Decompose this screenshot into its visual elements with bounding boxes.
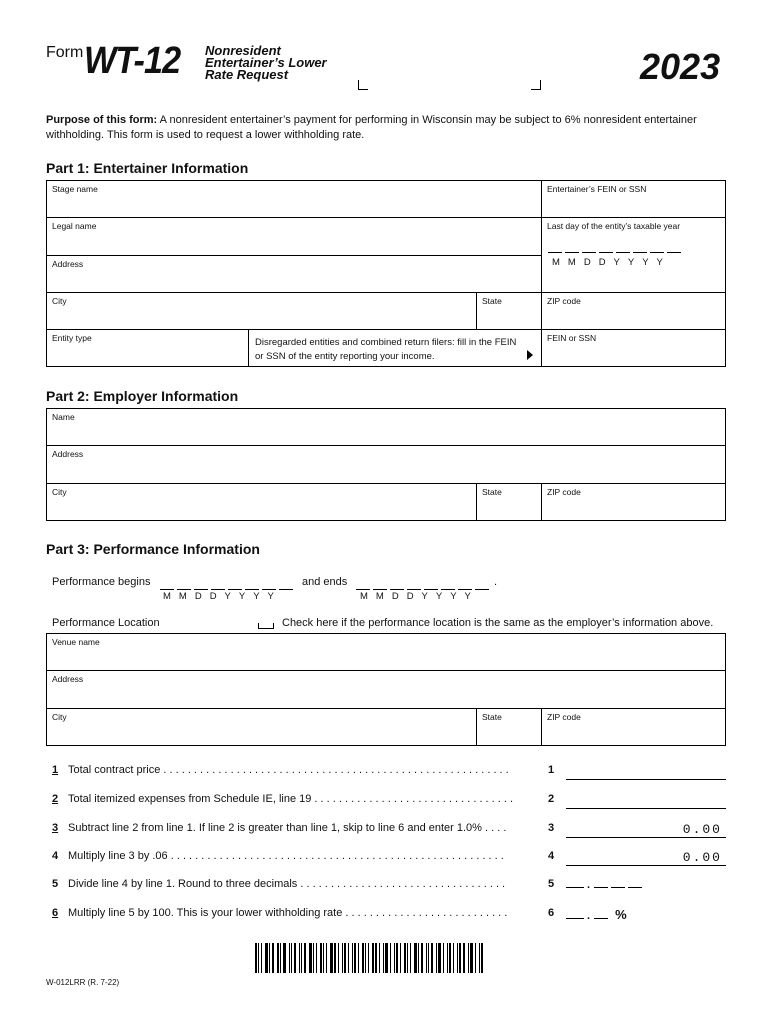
address-window-corner-right xyxy=(531,80,541,90)
state-field[interactable] xyxy=(477,293,542,330)
line-6-blanks[interactable] xyxy=(566,907,627,922)
barcode-bar xyxy=(258,943,259,973)
entertainer-fein-field[interactable] xyxy=(542,181,726,218)
barcode-bar xyxy=(481,943,483,973)
barcode-bar xyxy=(261,943,262,973)
barcode-bar xyxy=(280,943,281,973)
venue-state-field[interactable] xyxy=(477,709,542,746)
performance-ends-blanks[interactable] xyxy=(356,577,492,589)
purpose-text: A nonresident entertainer’s payment for performing in Wisconsin may be subject to 6% nonresident entertainer withholding. This form is used to request a lower withholding rate. xyxy=(46,114,697,141)
barcode-bar xyxy=(352,943,353,973)
disregarded-note-line1: Disregarded entities and combined return filers: fill in the FEIN xyxy=(255,337,517,348)
venue-city-field[interactable] xyxy=(47,709,477,746)
line-2-text: Total itemized expenses from Schedule IE, line 19 . . . . . . . . . . . . . . . . . . . . . . . . . . . . . . . . . xyxy=(68,793,514,805)
barcode-bar xyxy=(265,943,268,973)
barcode-bar xyxy=(368,943,369,973)
line-5-number: 5 xyxy=(52,878,59,890)
barcode-bar xyxy=(459,943,461,973)
line-3-row xyxy=(52,822,727,838)
barcode-bar xyxy=(283,943,286,973)
performance-ends-format: MMDDYYYY xyxy=(360,591,479,602)
barcode-bar xyxy=(309,943,312,973)
line-1-amount[interactable] xyxy=(566,764,726,780)
performance-ends-period: . xyxy=(494,576,498,588)
employer-zip-field[interactable] xyxy=(542,484,726,521)
barcode-bar xyxy=(375,943,377,973)
performance-location-label: Performance Location xyxy=(52,617,160,629)
taxable-year-end-label: Last day of the entity’s taxable year xyxy=(547,221,681,231)
venue-address-field[interactable] xyxy=(47,671,726,709)
form-title-line1: Nonresident xyxy=(205,43,281,58)
employer-city-label: City xyxy=(52,487,67,497)
barcode-bar xyxy=(468,943,469,973)
barcode-bar xyxy=(344,943,346,973)
line-1-right-number: 1 xyxy=(548,764,555,776)
barcode-bar xyxy=(379,943,380,973)
barcode-bar xyxy=(354,943,357,973)
barcode-bar xyxy=(272,943,274,973)
same-location-text: Check here if the performance location is the same as the employer’s information above. xyxy=(282,617,714,629)
form-word: Form xyxy=(46,44,84,61)
barcode-bar xyxy=(289,943,290,973)
zip-label: ZIP code xyxy=(547,296,581,306)
venue-name-label: Venue name xyxy=(52,637,100,647)
line-5-text: Divide line 4 by line 1. Round to three decimals . . . . . . . . . . . . . . . . . . . . . . . . . . . . . . . . . . xyxy=(68,878,506,890)
legal-name-field[interactable] xyxy=(47,218,542,256)
city-field[interactable] xyxy=(47,293,477,330)
reporting-fein-field[interactable] xyxy=(542,330,726,367)
employer-city-field[interactable] xyxy=(47,484,477,521)
line-6-row xyxy=(52,907,727,923)
part2-grid xyxy=(46,408,726,521)
disregarded-note xyxy=(249,330,542,367)
barcode-bar xyxy=(396,943,398,973)
form-title xyxy=(205,45,327,81)
form-title-line2: Entertainer’s Lower xyxy=(205,55,327,70)
barcode-bar xyxy=(326,943,327,973)
barcode-bar xyxy=(470,943,473,973)
barcode-bar xyxy=(385,943,388,973)
barcode-bar xyxy=(313,943,314,973)
line-5-right-number: 5 xyxy=(548,878,555,890)
line-4-text: Multiply line 3 by .06 . . . . . . . . . . . . . . . . . . . . . . . . . . . . . . . . . . . . . . . . . . . . . . . . . . . . . . . xyxy=(68,850,504,862)
line-6-number: 6 xyxy=(52,907,59,919)
line-3-amount[interactable]: 0.00 xyxy=(566,822,726,838)
venue-city-label: City xyxy=(52,712,67,722)
venue-name-field[interactable] xyxy=(47,634,726,671)
employer-name-field[interactable] xyxy=(47,409,726,446)
barcode-bar xyxy=(269,943,270,973)
line-2-number: 2 xyxy=(52,793,59,805)
line-2-row xyxy=(52,793,727,809)
legal-name-label: Legal name xyxy=(52,221,97,231)
barcode-bar xyxy=(362,943,364,973)
arrow-right-icon xyxy=(527,350,533,360)
barcode-bar xyxy=(421,943,423,973)
zip-field[interactable] xyxy=(542,293,726,330)
line-2-amount[interactable] xyxy=(566,793,726,809)
line-4-row xyxy=(52,850,727,866)
line-4-number: 4 xyxy=(52,850,59,862)
venue-zip-field[interactable] xyxy=(542,709,726,746)
line-6-percent: % xyxy=(615,907,627,922)
employer-zip-label: ZIP code xyxy=(547,487,581,497)
part1-title: Part 1: Entertainer Information xyxy=(46,160,249,176)
barcode-bar xyxy=(436,943,437,973)
form-number: WT-12 xyxy=(84,40,181,82)
line-5-decimal: . xyxy=(587,879,591,891)
employer-state-label: State xyxy=(482,487,502,497)
barcode-bar xyxy=(320,943,322,973)
employer-address-label: Address xyxy=(52,449,84,459)
line-3-number: 3 xyxy=(52,822,59,834)
city-label: City xyxy=(52,296,67,306)
performance-ends-label: and ends xyxy=(302,576,348,588)
barcode-bar xyxy=(372,943,374,973)
barcode-bar xyxy=(294,943,296,973)
barcode-bar xyxy=(431,943,433,973)
entity-type-label: Entity type xyxy=(52,333,92,343)
purpose-statement xyxy=(46,113,736,143)
line-1-text: Total contract price . . . . . . . . . . . . . . . . . . . . . . . . . . . . . . . . . . . . . . . . . . . . . . . . . . . . . . . . . xyxy=(68,764,509,776)
address-field[interactable] xyxy=(47,256,542,293)
line-6-decimal: . xyxy=(587,910,591,922)
address-window-corner-left xyxy=(358,80,368,90)
line-4-right-number: 4 xyxy=(548,850,555,862)
barcode-bar xyxy=(447,943,448,973)
barcode-bar xyxy=(404,943,406,973)
state-label: State xyxy=(482,296,502,306)
barcode xyxy=(255,943,485,973)
barcode-bar xyxy=(426,943,427,973)
taxable-year-end-format: MMDDYYYY xyxy=(552,257,671,268)
barcode-bar xyxy=(449,943,451,973)
barcode-bar xyxy=(365,943,366,973)
line-1-number: 1 xyxy=(52,764,59,776)
barcode-bar xyxy=(277,943,279,973)
performance-begins-blanks[interactable] xyxy=(160,577,296,589)
barcode-bar xyxy=(304,943,306,973)
barcode-bar xyxy=(323,943,324,973)
venue-zip-label: ZIP code xyxy=(547,712,581,722)
barcode-bar xyxy=(291,943,292,973)
part3-grid xyxy=(46,633,726,746)
barcode-bar xyxy=(453,943,454,973)
barcode-bar xyxy=(410,943,411,973)
line-6-text: Multiply line 5 by 100. This is your lower withholding rate . . . . . . . . . . . . . . . . . . . . . . . . . . . xyxy=(68,907,508,919)
employer-name-label: Name xyxy=(52,412,75,422)
barcode-bar xyxy=(348,943,349,973)
barcode-bar xyxy=(299,943,300,973)
disregarded-note-line2: or SSN of the entity reporting your income. xyxy=(255,351,435,362)
line-5-row xyxy=(52,878,727,894)
barcode-bar xyxy=(394,943,395,973)
barcode-bar xyxy=(400,943,401,973)
part3-title: Part 3: Performance Information xyxy=(46,541,260,557)
performance-begins-label: Performance begins xyxy=(52,576,151,588)
barcode-bar xyxy=(407,943,408,973)
venue-state-label: State xyxy=(482,712,502,722)
barcode-bar xyxy=(358,943,359,973)
part1-grid xyxy=(46,180,726,367)
barcode-bar xyxy=(383,943,384,973)
line-4-amount[interactable]: 0.00 xyxy=(566,850,726,866)
part2-title: Part 2: Employer Information xyxy=(46,388,239,404)
purpose-label: Purpose of this form: xyxy=(46,114,158,126)
barcode-bar xyxy=(479,943,480,973)
barcode-bar xyxy=(342,943,343,973)
tax-year: 2023 xyxy=(640,46,721,87)
performance-begins-format: MMDDYYYY xyxy=(163,591,282,602)
line-3-text: Subtract line 2 from line 1. If line 2 is greater than line 1, skip to line 6 and enter 1.0% . . . . xyxy=(68,822,507,834)
entity-type-field[interactable] xyxy=(47,330,249,367)
form-title-line3: Rate Request xyxy=(205,67,289,82)
barcode-bar xyxy=(330,943,333,973)
line-3-right-number: 3 xyxy=(548,822,555,834)
reporting-fein-label: FEIN or SSN xyxy=(547,333,597,343)
line-1-row xyxy=(52,764,727,780)
entertainer-fein-label: Entertainer’s FEIN or SSN xyxy=(547,184,647,194)
barcode-bar xyxy=(255,943,257,973)
barcode-bar xyxy=(390,943,391,973)
barcode-bar xyxy=(463,943,465,973)
stage-name-label: Stage name xyxy=(52,184,98,194)
line-5-blanks[interactable] xyxy=(566,878,645,891)
barcode-bar xyxy=(428,943,429,973)
employer-address-field[interactable] xyxy=(47,446,726,484)
employer-state-field[interactable] xyxy=(477,484,542,521)
barcode-bar xyxy=(301,943,302,973)
line-6-right-number: 6 xyxy=(548,907,555,919)
stage-name-field[interactable] xyxy=(47,181,542,218)
venue-address-label: Address xyxy=(52,674,84,684)
barcode-bar xyxy=(475,943,476,973)
taxable-year-end-field[interactable] xyxy=(542,218,726,293)
barcode-bar xyxy=(438,943,441,973)
barcode-bar xyxy=(338,943,339,973)
form-revision: W-012LRR (R. 7-22) xyxy=(46,978,120,987)
barcode-bar xyxy=(414,943,417,973)
barcode-bar xyxy=(457,943,458,973)
address-label: Address xyxy=(52,259,84,269)
barcode-bar xyxy=(443,943,444,973)
same-location-checkbox[interactable] xyxy=(258,623,274,629)
disregarded-note-text xyxy=(255,336,516,364)
barcode-bar xyxy=(334,943,336,973)
line-2-right-number: 2 xyxy=(548,793,555,805)
taxable-year-end-blanks xyxy=(548,240,684,252)
barcode-bar xyxy=(316,943,317,973)
barcode-bar xyxy=(418,943,419,973)
